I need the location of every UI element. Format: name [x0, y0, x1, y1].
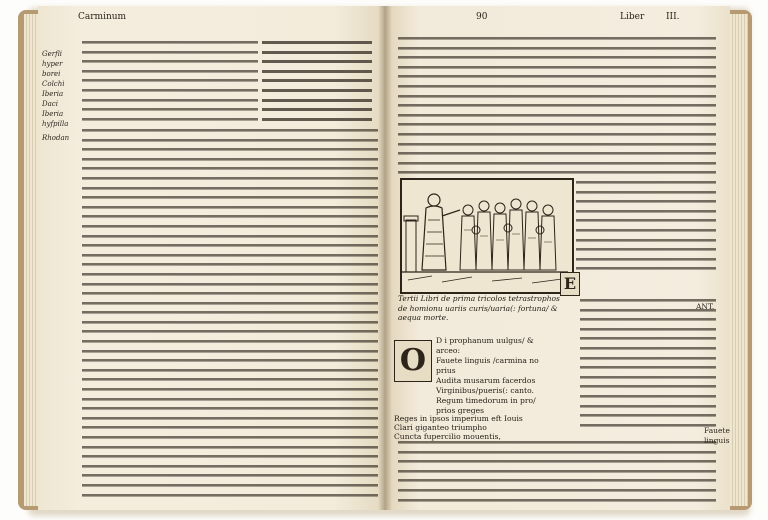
poem-tail-3: Cuncta fupercilio mouentis, [394, 432, 501, 441]
left-margin-note-9: Rhodan [42, 134, 70, 142]
woodcut-figures [402, 180, 568, 288]
right-commentary-beside-woodcut [576, 178, 716, 274]
decorated-initial-o: O [394, 340, 432, 382]
left-margin-note-3: borei [42, 70, 61, 78]
left-margin-note-7: Iberia [42, 110, 64, 118]
poem-line-2: arceo: [436, 346, 461, 355]
poem-tail-2: Clari giganteo triumpho [394, 423, 487, 432]
left-commentary-upper [82, 38, 258, 124]
poem-line-1: D i prophanum uulgus/ & [436, 336, 534, 345]
page-number: 90 [476, 12, 488, 22]
book-gutter [378, 6, 392, 510]
left-margin-note-8: hyfpilla [42, 120, 69, 128]
margin-tag-ant: ANT. [696, 302, 715, 311]
poem-tail-1: Reges in ipsos imperium eft Iouis [394, 414, 523, 423]
left-margin-note-2: hyper [42, 60, 63, 68]
right-page-edges [730, 14, 748, 506]
left-page [38, 6, 386, 510]
right-running-head-numeral: III. [666, 12, 680, 22]
left-verse-block [262, 38, 372, 124]
woodcut-caption: Tertii Libri de prima tricolos tetrastrophos de homionu uariis curis/uaria(: fortuna/ & aequa morte. [398, 294, 560, 323]
woodcut-illustration [400, 178, 574, 294]
left-running-head: Carminum [78, 12, 127, 22]
left-margin-note-1: Gerfli [42, 50, 62, 58]
margin-tag-linguis: linguis [704, 436, 730, 445]
margin-tag-fauete: Fauete [704, 426, 730, 435]
right-commentary-column [580, 296, 716, 432]
poem-line-8: prios greges [436, 406, 485, 415]
poem-line-3: Fauete linguis /carmina no [436, 356, 539, 365]
right-commentary-top [398, 34, 716, 178]
right-running-head: Liber [620, 12, 645, 22]
poem-line-5: Audita musarum facerdos [436, 376, 536, 385]
poem-line-7: Regum timedorum in pro/ [436, 396, 536, 405]
poem-line-6: Virginibus/pueris(: canto. [436, 386, 534, 395]
poem-line-4: prius [436, 366, 456, 375]
left-margin-note-5: Iberia [42, 90, 64, 98]
small-initial-e: E [560, 272, 580, 296]
right-commentary-bottom [398, 438, 716, 504]
left-margin-note-4: Colchi [42, 80, 65, 88]
left-margin-note-6: Daci [42, 100, 58, 108]
left-commentary-main [82, 126, 378, 500]
